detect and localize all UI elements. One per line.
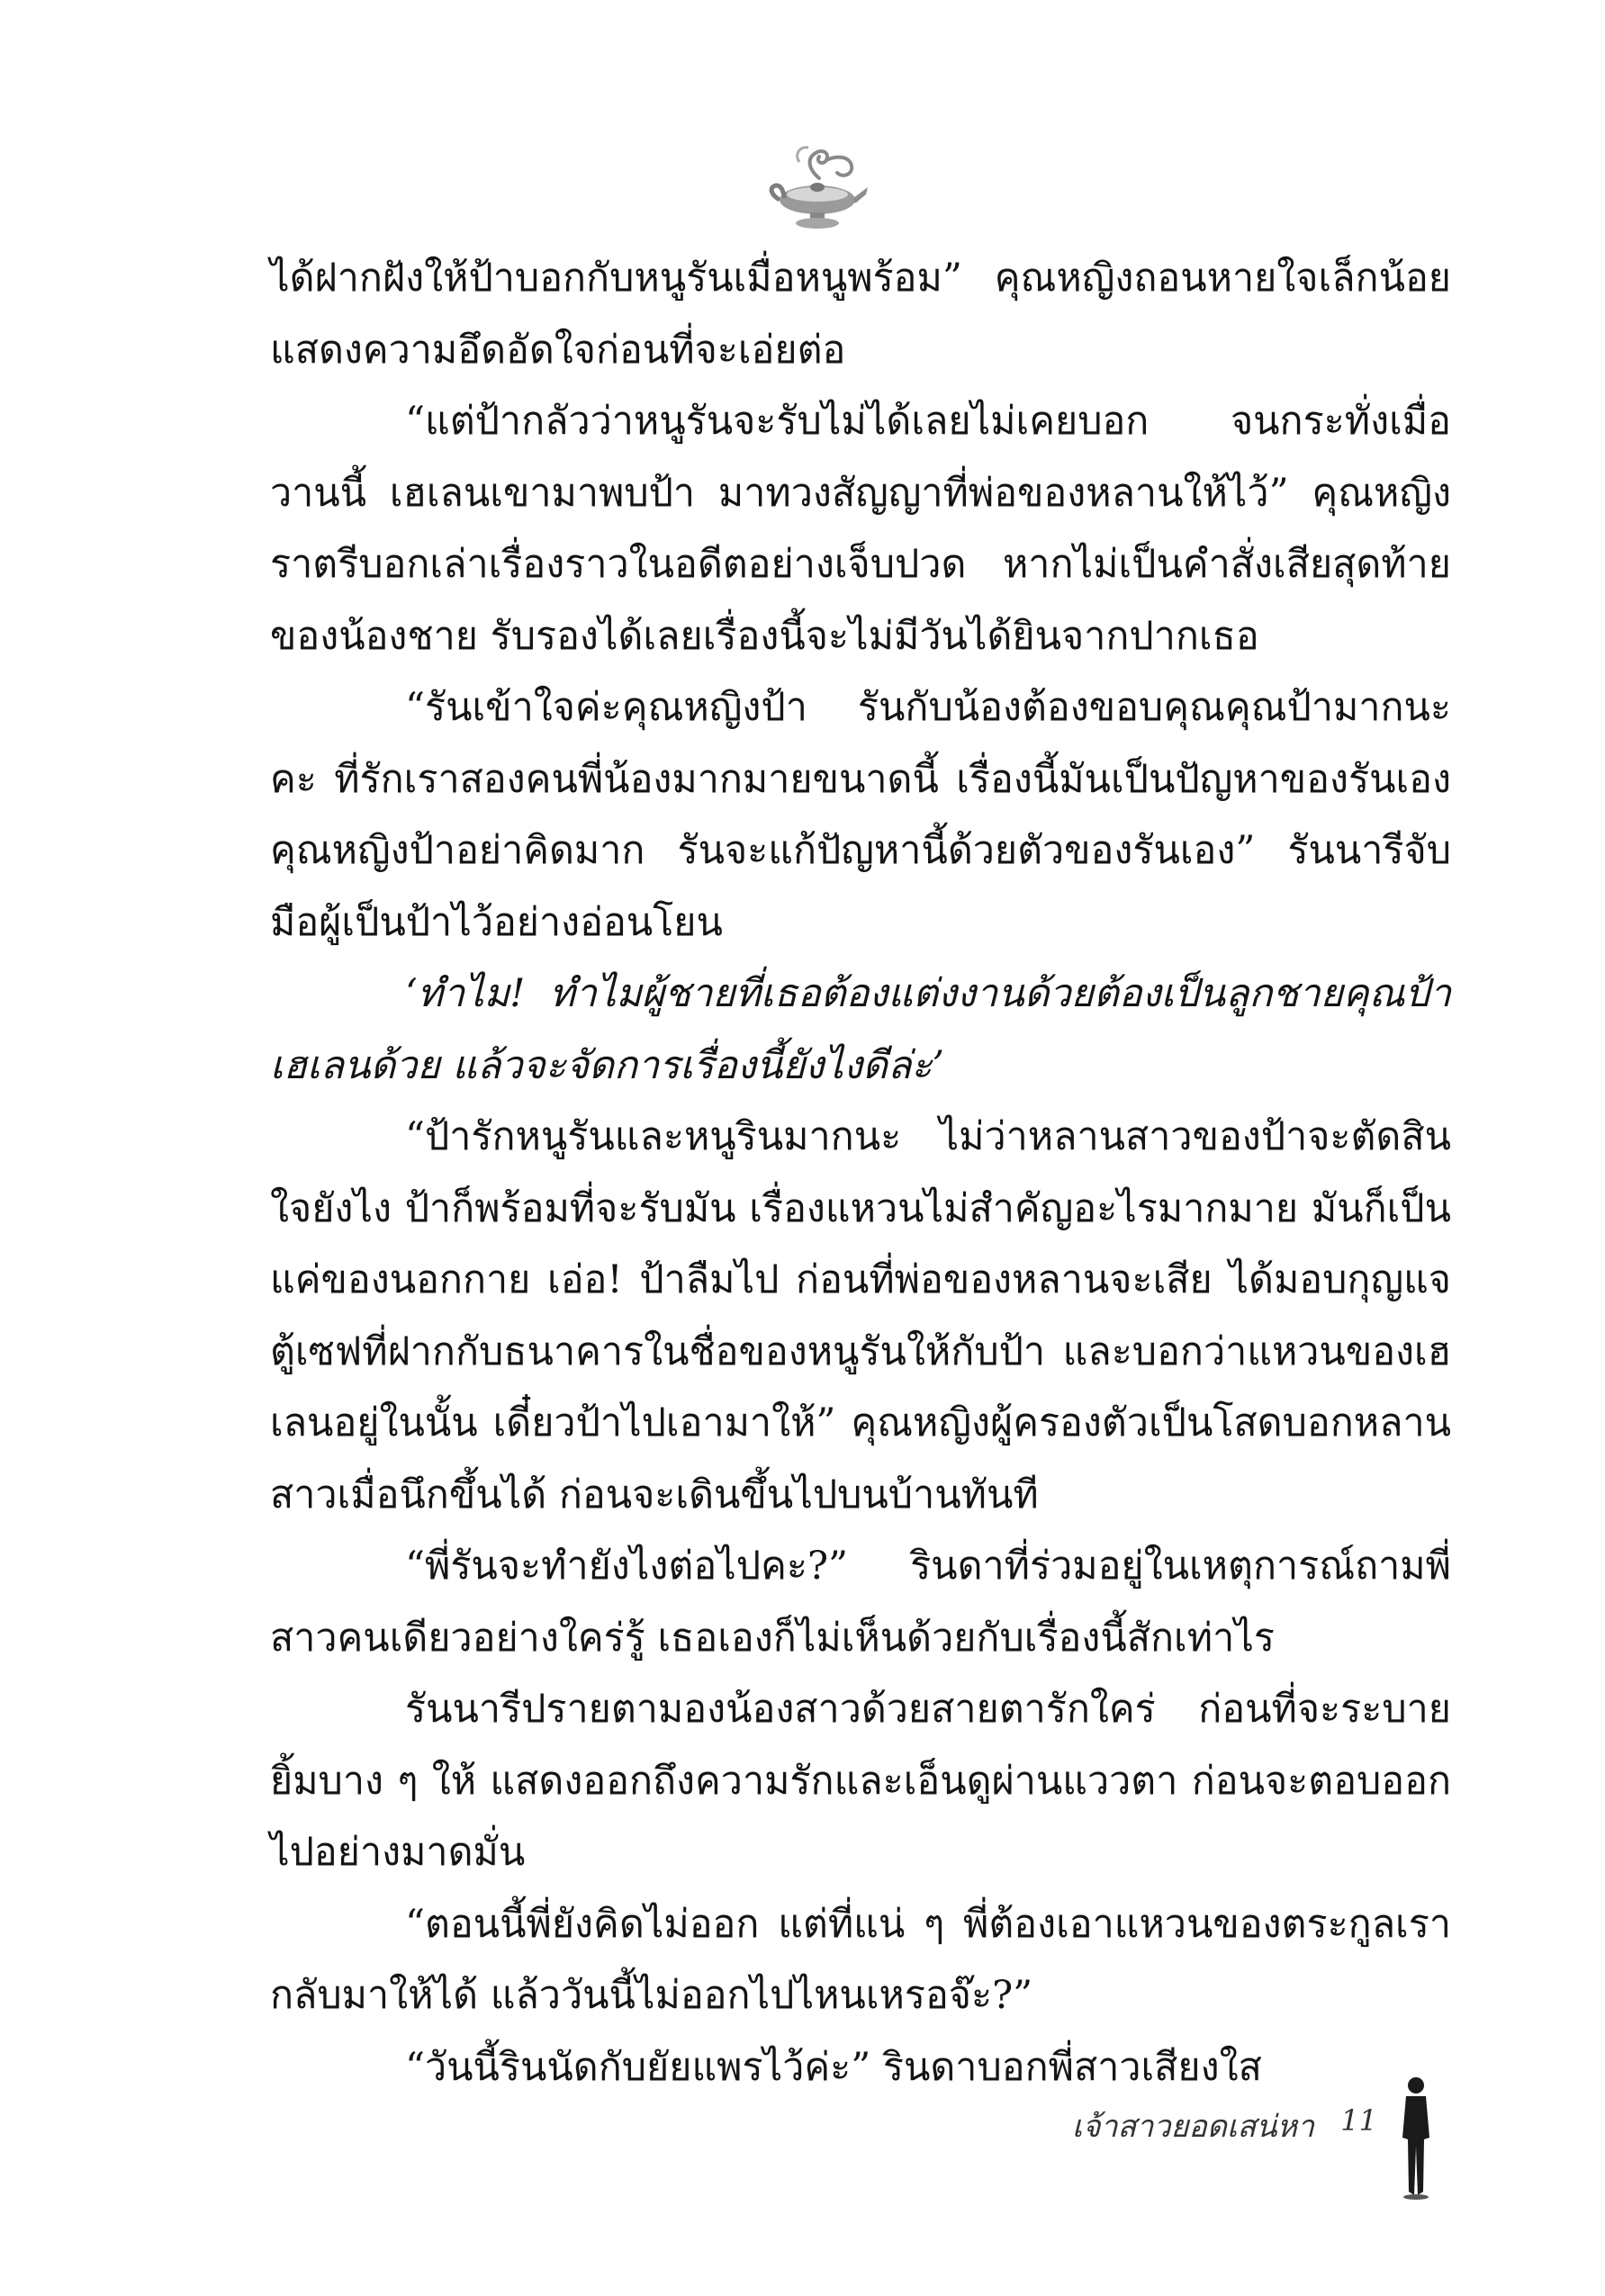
page-footer [1053,2075,1503,2201]
page-number: 11 [1340,2103,1377,2138]
book-title: เจ้าสาวยอดเสน่หา [1071,2109,1314,2145]
magic-lamp-icon [763,135,871,234]
paragraph: รันนารีปรายตามองน้องสาวด้วยสายตารักใคร่ ก่อนที่จะระบายยิ้มบาง ๆ ให้ แสดงออกถึงความรักและเอ็นดูผ่านแววตา ก่อนจะตอบออกไปอย่างมาดมั่น [270,1687,1451,1875]
paragraph: “รันเข้าใจค่ะคุณหญิงป้า รันกับน้องต้องขอบคุณคุณป้ามากนะคะ ที่รักเราสองคนพี่น้องมากมายขนาดนี้ เรื่องนี้มันเป็นปัญหาของรันเอง คุณหญิงป้าอย่าคิดมาก รันจะแก้ปัญหานี้ด้วยตัวของรันเอง” รันนารีจับมือผู้เป็นป้าไว้อย่างอ่อนโยน [270,685,1451,945]
paragraph: “ตอนนี้พี่ยังคิดไม่ออก แต่ที่แน่ ๆ พี่ต้องเอาแหวนของตระกูลเรากลับมาให้ได้ แล้ววันนี้ไม่ออกไปไหนเหรอจ๊ะ?” [270,1901,1451,2018]
paragraph: “ป้ารักหนูรันและหนูรินมากนะ ไม่ว่าหลานสาวของป้าจะตัดสินใจยังไง ป้าก็พร้อมที่จะรับมัน เรื่องแหวนไม่สำคัญอะไรมากมาย มันก็เป็นแค่ของนอกกาย เอ่อ! ป้าลืมไป ก่อนที่พ่อของหลานจะเสีย ได้มอบกุญแจตู้เซฟที่ฝากกับธนาคารในชื่อของหนูรันให้กับป้า และบอกว่าแหวนของเฮเลนอยู่ในนั้น เดี๋ยวป้าไปเอามาให้” คุณหญิงผู้ครองตัวเป็นโสดบอกหลานสาวเมื่อนึกขึ้นได้ ก่อนจะเดินขึ้นไปบนบ้านทันที [270,1114,1451,1517]
paragraph: “วันนี้รินนัดกับยัยแพรไว้ค่ะ” รินดาบอกพี่สาวเสียงใส [405,2044,1262,2090]
paragraph: “พี่รันจะทำยังไงต่อไปคะ?” รินดาที่ร่วมอยู่ในเหตุการณ์ถามพี่สาวคนเดียวอย่างใคร่รู้ เธอเองก็ไม่เห็นด้วยกับเรื่องนี้สักเท่าไร [270,1544,1451,1661]
standing-man-icon [1393,2075,1438,2201]
story-text [270,243,1451,2103]
inner-thought-paragraph: ‘ทำไม! ทำไมผู้ชายที่เธอต้องแต่งงานด้วยต้องเป็นลูกชายคุณป้าเฮเลนด้วย แล้วจะจัดการเรื่องนี้ยังไงดีล่ะ’ [270,971,1451,1088]
paragraph: ได้ฝากฝังให้ป้าบอกกับหนูรันเมื่อหนูพร้อม” คุณหญิงถอนหายใจเล็กน้อย แสดงความอึดอัดใจก่อนที่จะเอ่ยต่อ [270,256,1451,373]
paragraph: “แต่ป้ากลัวว่าหนูรันจะรับไม่ได้เลยไม่เคยบอก จนกระทั่งเมื่อวานนี้ เฮเลนเขามาพบป้า มาทวงสัญญาที่พ่อของหลานให้ไว้” คุณหญิงราตรีบอกเล่าเรื่องราวในอดีตอย่างเจ็บปวด หากไม่เป็นคำสั่งเสียสุดท้ายของน้องชาย รับรองได้เลยเรื่องนี้จะไม่มีวันได้ยินจากปากเธอ [270,399,1451,659]
